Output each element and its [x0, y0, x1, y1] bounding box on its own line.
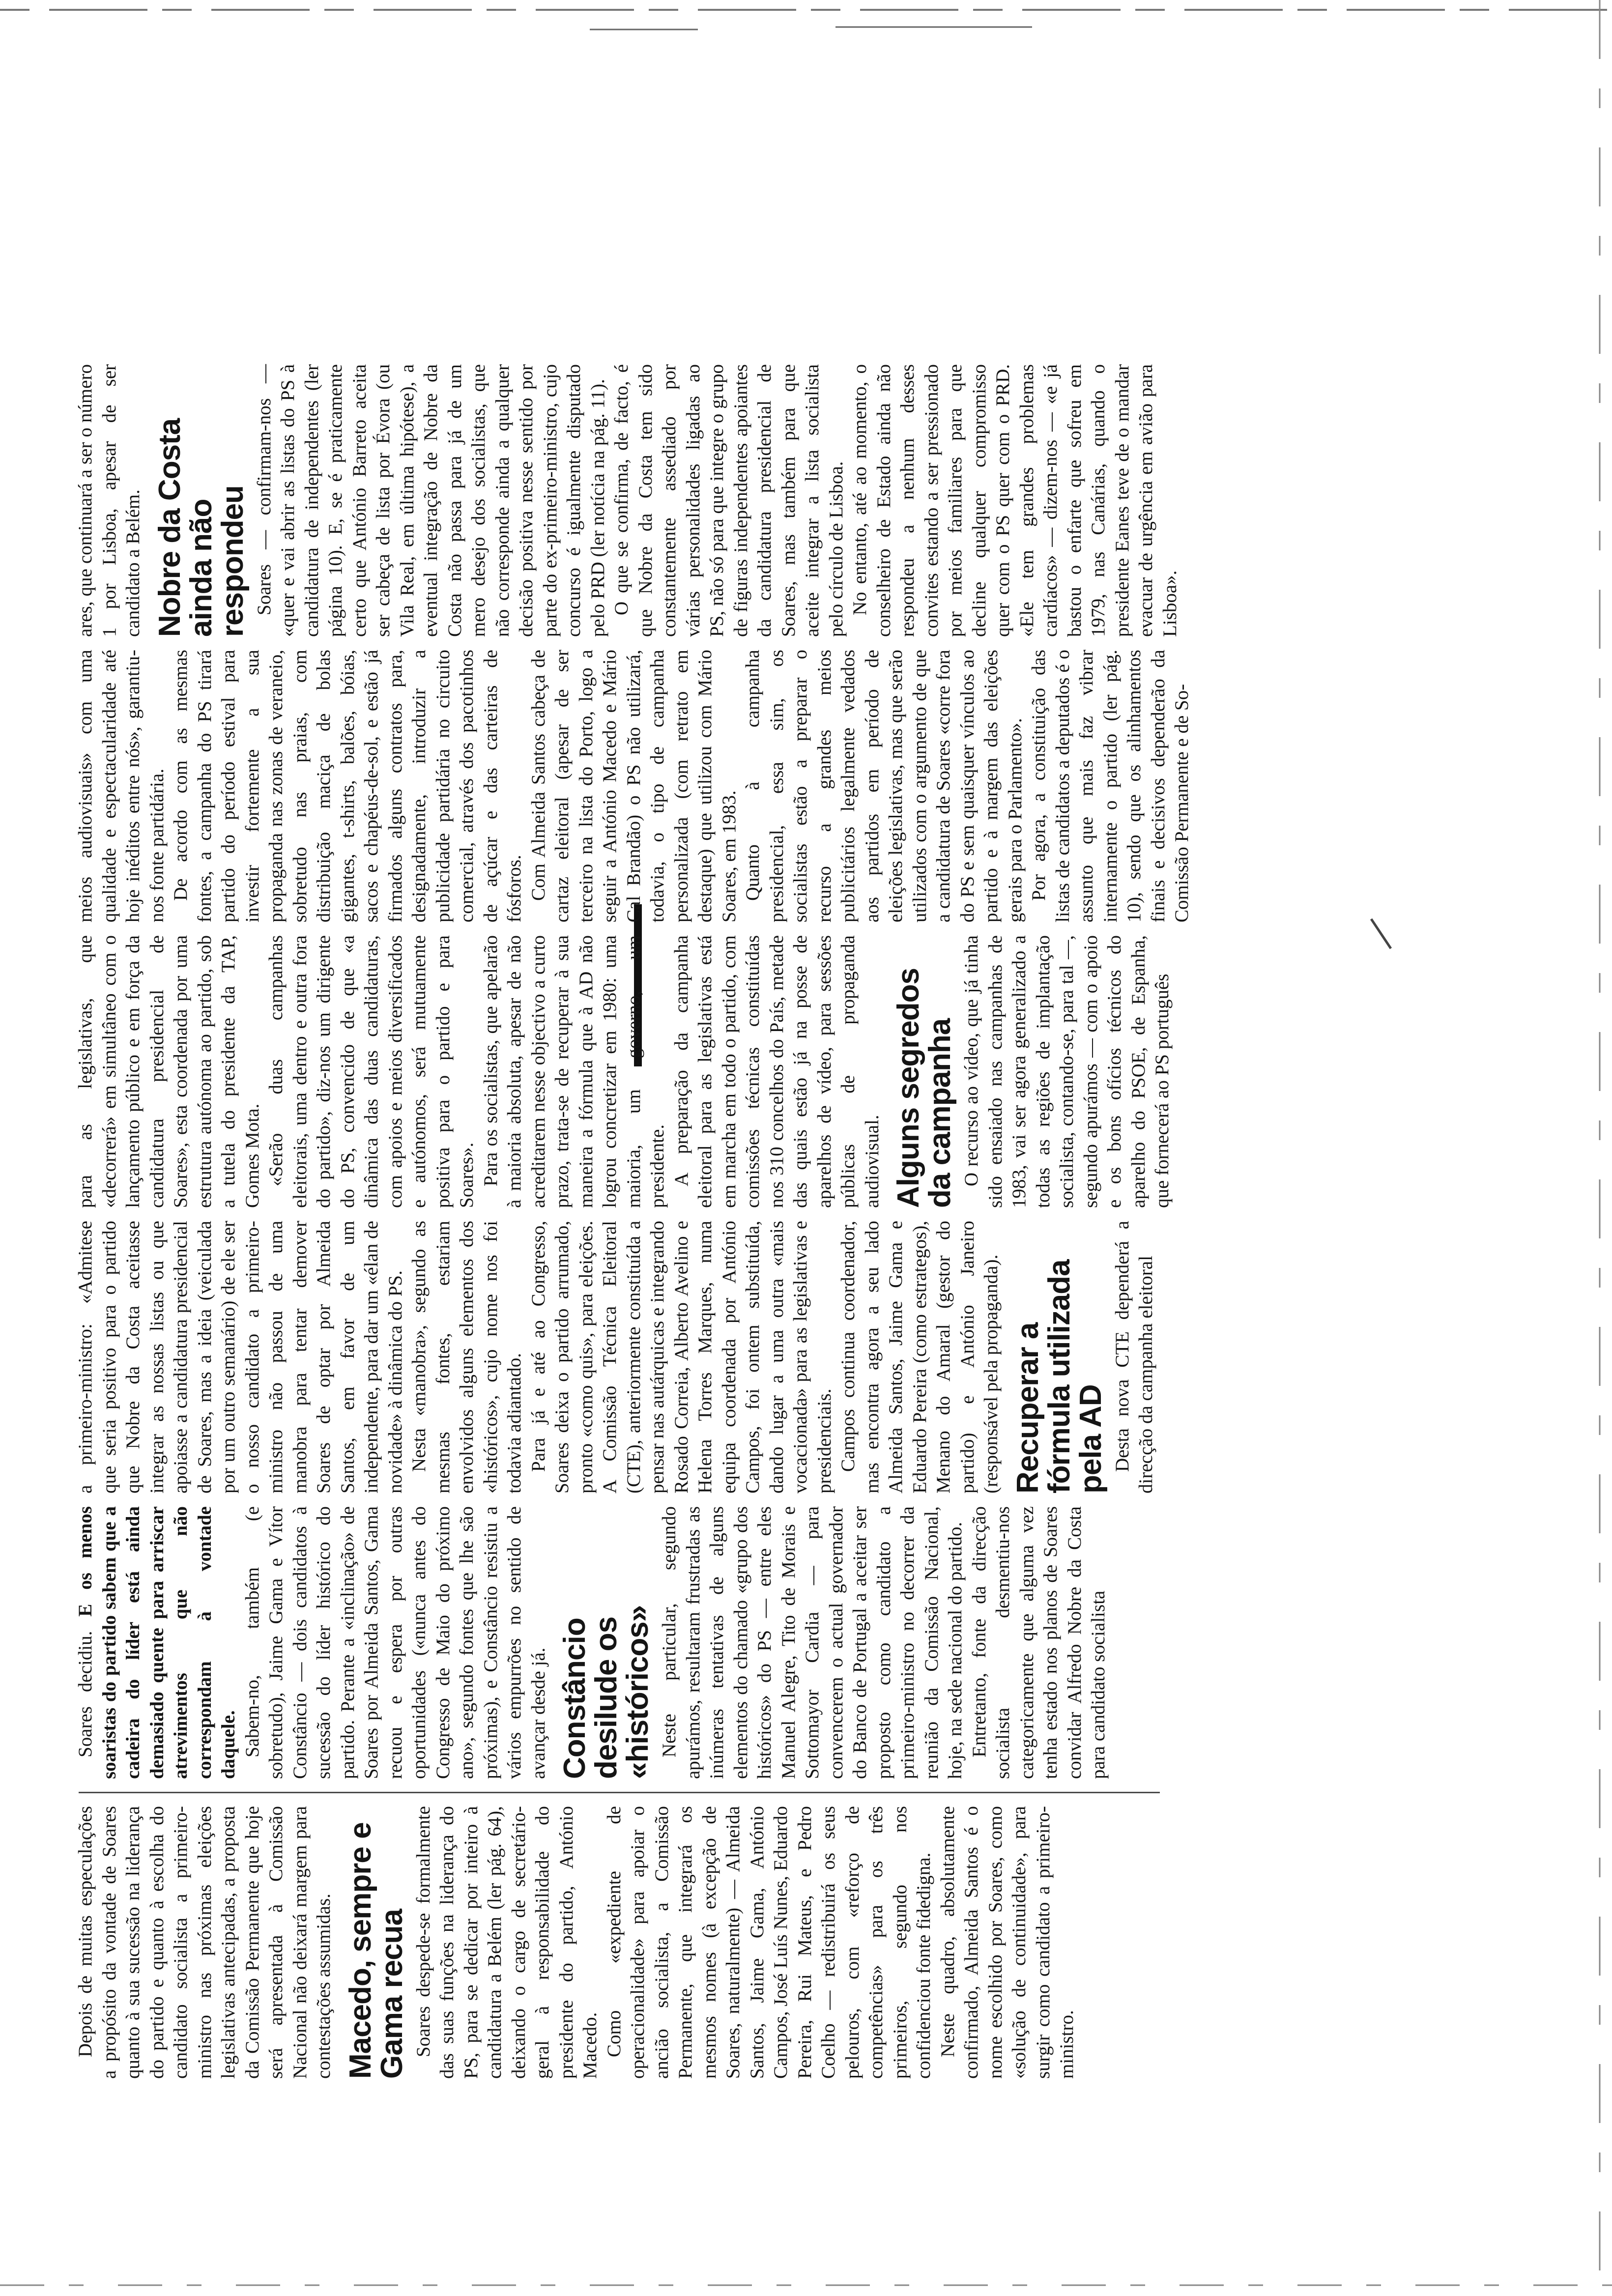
paragraph: E os menos soaristas do partido sabem que a cadeira do líder está ainda demasiado quente para arriscar atrevimentos que não correspondam à vontade daquele. — [75, 1506, 239, 1779]
column-1 — [74, 1806, 1079, 2079]
paragraph: Para já e até ao Congresso, Soares deixa o partido arrumado, pronto «como quis», para eleições. A Comissão Técnica Eleitoral (CTE), anteriormente constituída a pensar nas autárquicas e integrando Rosado Correia, Alberto Avelino e Helena Torres Marques, numa equipa coordenada por António Campos, foi ontem substituída, dando lugar a uma outra «mais vocacionada» para as legislativas e presidenciais. — [527, 1221, 835, 1493]
subheading: Recuperar a fórmula utilizada pela AD — [1010, 1260, 1108, 1493]
paragraph: Por agora, a constituição das listas de candidatos a deputados é o assunto que mais faz vibrar internamente o partido (ler pág. 10), sendo que os alinhamentos finais e decisivos dependerão da Comissão Permanente e de So- — [1028, 650, 1192, 922]
paragraph: ares, que continuará a ser o número 1 por Lisboa, apesar de ser candidato a Belém. — [75, 364, 144, 637]
paragraph: Neste quadro, absolutamente confirmado, Almeida Santos é o nome escolhido por Soares, como «solução de continuidade», para surgir como candidato a primeiro-ministro. — [937, 1806, 1077, 2079]
newspaper-clipping — [74, 103, 1204, 2079]
paragraph: Sabem-no, também (e sobretudo), Jaime Gama e Vítor Constâncio — dois candidatos à sucessão do líder histórico do partido. Perante a «inclinação» de Soares por Almeida Santos, Gama recuou e espera por outras oportunidades («nunca antes do Congresso de Maio do próximo ano», segundo fontes que lhe são próximas), e Constâncio resistiu a vários empurrões no sentido de avançar desde já. — [241, 1506, 549, 1779]
column-6 — [74, 364, 1182, 637]
paragraph: De acordo com as mesmas fontes, a campanha do PS tirará partido do período estival para investir fortemente a sua propaganda nas zonas de veraneio, sobretudo nas praias, com distribuição maciça de bolas gigantes, t-shirts, balões, bóias, sacos e chapéus-de-sol, e estão já firmados alguns contratos para, designadamente, introduzir a publicidade partidária no circuito comercial, através dos pacotinhos de açúcar e das carteiras de fósforos. — [170, 650, 525, 922]
subheading: Macedo, sempre e Gama recua — [343, 1822, 409, 2079]
paragraph: Quanto à campanha presidencial, essa sim, os socialistas estão a preparar o recurso a grandes meios publicitários legalmente vedados aos partidos em período de eleições legislativas, mas que serão utilizados com o argumento de que a candidatura de Soares «corre fora do PS e sem quaisquer vínculos ao partido e à margem das eleições gerais para o Parlamento». — [742, 650, 1026, 922]
column-5 — [74, 650, 1194, 922]
paragraph: Como «expediente de operacionalidade» para apoiar o ancião socialista, a Comissão Permanente, que integrará os mesmos nomes (à excepção de Soares, naturalmente) — Almeida Santos, Jaime Gama, António Campos, José Luís Nunes, Eduardo Pereira, Rui Mateus, e Pedro Coelho — redistribuirá os seus pelouros, com «reforço de competências» para os três primeiros, segundo nos confidenciou fonte fidedigna. — [603, 1806, 934, 2079]
paragraph: A preparação da campanha eleitoral para as legislativas está em marcha em todo o partido, com comissões técnicas constituídas nos 310 concelhos do País, metade das quais estão já na posse de aparelhos de vídeo, para sessões públicas de propaganda audiovisual. — [670, 935, 883, 1208]
subheading: Constâncio desilude os «históricos» — [558, 1605, 655, 1779]
paragraph: O recurso ao vídeo, que já tinha sido ensaiado nas campanhas de 1983, vai ser agora generalizado a todas as regiões de implantação socialista, contando-se, para tal —, segundo apurámos — com o apoio e os bons ofícios técnicos do aparelho do PSOE, de Espanha, que fornecerá ao PS português — [961, 935, 1173, 1208]
paragraph: No entanto, até ao momento, o conselheiro de Estado ainda não respondeu a nenhum desses convites estando a ser pressionado por meios familiares para que decline qualquer compromisso quer com o PS quer com o PRD. «Ele tem grandes problemas cardíacos» — dizem-nos — «e já bastou o enfarte que sofreu em 1979, nas Canárias, quando o presidente Eanes teve de o mandar evacuar de urgência em avião para Lisboa». — [849, 364, 1180, 637]
paragraph: «Serão duas campanhas eleitorais, uma dentro e outra fora do partido», diz-nos um dirigente do PS, convencido de que «a dinâmica das duas candidaturas, com apoios e meios diversificados e autónomos, será mutuamente positiva para o partido e para Soares». — [265, 935, 477, 1208]
column-4 — [74, 935, 1175, 1208]
paragraph: Nesta «manobra», segundo as mesmas fontes, estariam envolvidos alguns elementos dos «históricos», cujo nome nos foi todavia adiantado. — [408, 1221, 525, 1493]
paragraph: para as legislativas, que «decorrerá» em simultâneo com o lançamento público e em força da candidatura presidencial de Soares», esta coordenada por uma estrutura autónoma ao partido, sob a tutela do presidente da TAP, Gomes Mota. — [75, 935, 263, 1208]
paragraph: Neste particular, segundo apurámos, resultaram frustradas as inúmeras tentativas de alguns elementos do chamado «grupo dos históricos» do PS — entre eles Manuel Alegre, Tito de Morais e Sottomayor Cardia — para convencerem o actual governador do Banco de Portugal a aceitar ser proposto como candidato a primeiro-ministro no decorrer da reunião da Comissão Nacional, hoje, na sede nacional do partido. — [659, 1506, 966, 1779]
paragraph: Com Almeida Santos cabeça de cartaz eleitoral (apesar de ser terceiro na lista do Porto, logo a seguir a António Macedo e Mário Cal Brandão) o PS não utilizará, todavia, o tipo de campanha personalizada (com retrato em destaque) que utilizou com Mário Soares, em 1983. — [527, 650, 740, 922]
paragraph: Desta nova CTE dependerá a direcção da campanha eleitoral — [1111, 1221, 1156, 1493]
paragraph: O que se confirma, de facto, é que Nobre da Costa tem sido constantemente assediado por várias personalidades ligadas ao PS, não só para que integre o grupo de figuras independentes apoiantes da candidatura presidencial de Soares, mas também para que aceite integrar a lista socialista pelo círculo de Lisboa. — [611, 364, 847, 637]
paragraph: a primeiro-ministro: «Admitese que seria positivo para o partido que Nobre da Costa aceitasse integrar as nossas listas ou que apoiasse a candidatura presidencial de Soares, mas a ideia (veiculada por um outro semanário) de ele ser o nosso candidato a primeiro-ministro não passou de uma manobra para tentar demover Soares de optar por Almeida Santos, em favor de um independente, para dar um «élan de novidade» à dinâmica do PS. — [75, 1221, 406, 1493]
paragraph: Soares — confirmam-nos — «quer e vai abrir as listas do PS à candidatura de independentes (ler página 10). E, se é praticamente certo que António Barreto aceita ser cabeça de lista por Évora (ou Vila Real, em última hipótese), a eventual integração de Nobre da Costa não passa para já de um mero desejo dos socialistas, que não corresponde ainda a qualquer decisão positiva nesse sentido por parte do ex-primeiro-ministro, cujo concurso é igualmente disputado pelo PRD (ler notícia na pág. 11). — [253, 364, 608, 637]
paragraph-lead: Soares decidiu. — [75, 1616, 96, 1757]
column-2 — [74, 1506, 1111, 1779]
paragraph: meios audiovisuais» com uma qualidade e espectacularidade até hoje inéditos entre nós», garantiu-nos fonte partidária. — [75, 650, 168, 922]
paragraph: Depois de muitas especulações a propósito da vontade de Soares quanto à sua sucessão na liderança do partido e quanto à escolha do candidato socialista a primeiro-ministro nas próximas eleições legislativas antecipadas, a proposta da Comissão Permanente que hoje será apresentada à Comissão Nacional não deixará margem para contestações assumidas. — [75, 1806, 334, 2079]
paragraph-bold-lead — [74, 1506, 241, 1779]
paragraph: Entretanto, fonte da direcção socialista desmentiu-nos categoricamente que alguma vez tenha estado nos planos de Soares convidar Alfredo Nobre da Costa para candidato socialista — [968, 1506, 1109, 1779]
column-divider — [79, 1792, 1160, 1793]
column-3 — [74, 1221, 1158, 1493]
paragraph: Campos continua coordenador, mas encontra agora a seu lado Almeida Santos, Jaime Gama e Eduardo Pereira (como estrategos), Menano do Amaral (gestor do partido) e António Janeiro (responsável pela propaganda). — [837, 1221, 1002, 1493]
paragraph: Para os socialistas, que apelarão à maioria absoluta, apesar de não acreditarem nesse objectivo a curto prazo, trata-se de recuperar à sua maneira a fórmula que à AD não logrou concretizar em 1980: uma maioria, um governo, um presidente. — [480, 935, 668, 1208]
subheading: Alguns segredos da campanha — [892, 968, 957, 1208]
paragraph: Soares despede-se formalmente das suas funções na liderança do PS, para se dedicar por inteiro à candidatura a Belém (ler pág. 64), deixando o cargo de secretário-geral à responsabilidade do presidente do partido, António Macedo. — [412, 1806, 601, 2079]
subheading: Nobre da Costa ainda não respondeu — [152, 418, 250, 637]
